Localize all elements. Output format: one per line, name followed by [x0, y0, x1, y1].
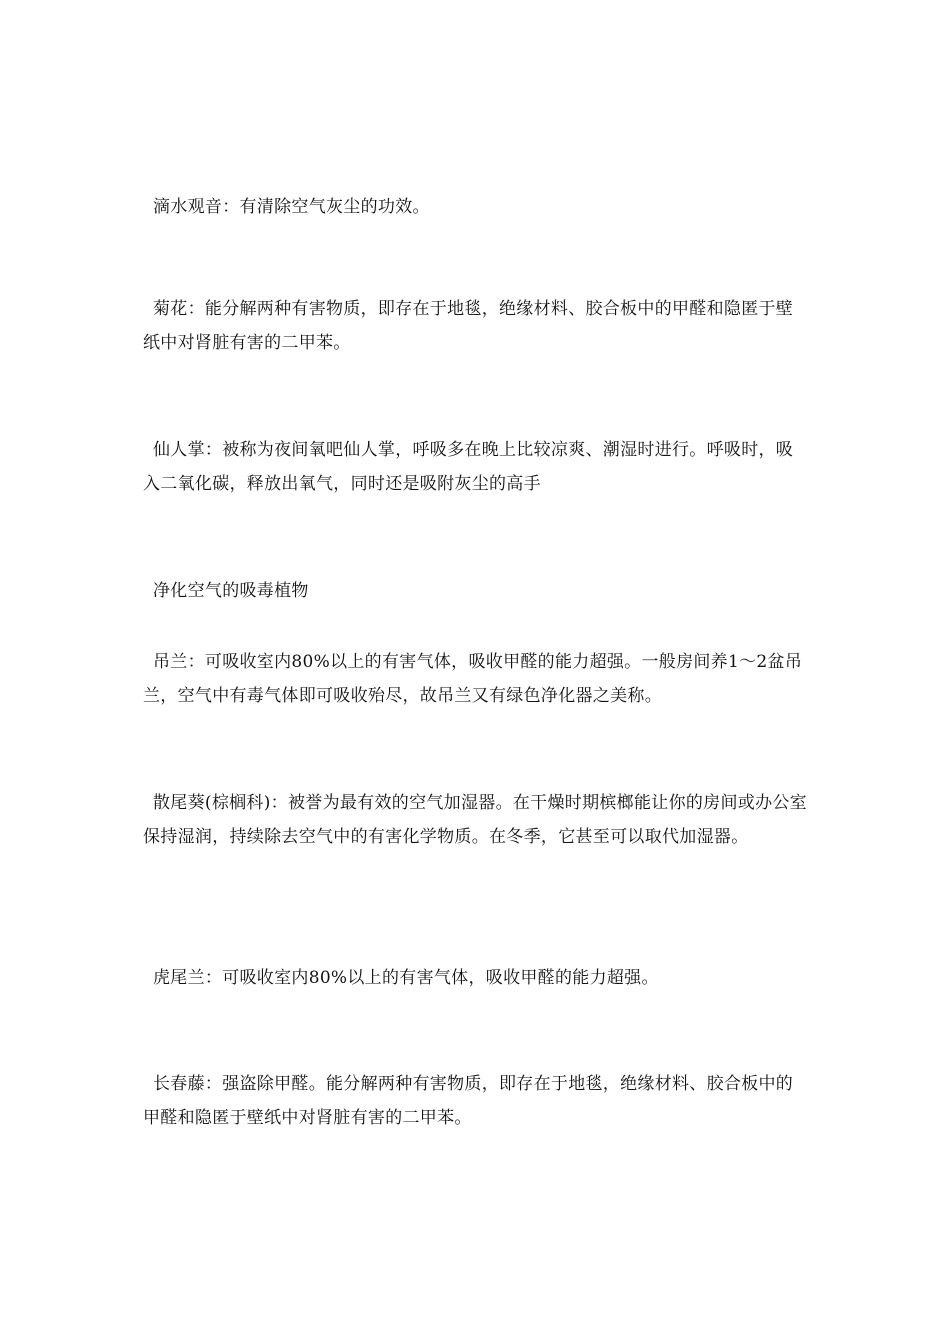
paragraph-huweilan: 虎尾兰：可吸收室内80%以上的有害气体，吸收甲醛的能力超强。 [153, 968, 659, 988]
paragraph-xianrenzhang: 仙人掌：被称为夜间氧吧仙人掌，呼吸多在晚上比较凉爽、潮湿时进行。呼吸时，吸入二氧化碳，释放出氧气，同时还是吸附灰尘的高手 [143, 440, 794, 494]
paragraph-dishui-guanyin: 滴水观音：有清除空气灰尘的功效。 [153, 197, 430, 217]
paragraph-diaolan: 吊兰：可吸收室内80%以上的有害气体，吸收甲醛的能力超强。一般房间养1～2盆吊兰，空气中有毒气体即可吸收殆尽，故吊兰又有绿色净化器之美称。 [143, 652, 803, 706]
paragraph-sanweikui: 散尾葵(棕榈科)：被誉为最有效的空气加湿器。在干燥时期槟榔能让你的房间或办公室保持湿润，持续除去空气中的有害化学物质。在冬季，它甚至可以取代加湿器。 [143, 793, 807, 847]
section-heading: 净化空气的吸毒植物 [153, 581, 309, 601]
paragraph-changchunteng: 长春藤：强盗除甲醛。能分解两种有害物质，即存在于地毯，绝缘材料、胶合板中的甲醛和隐匿于壁纸中对肾脏有害的二甲苯。 [143, 1074, 794, 1128]
paragraph-juhua: 菊花：能分解两种有害物质，即存在于地毯，绝缘材料、胶合板中的甲醛和隐匿于壁纸中对肾脏有害的二甲苯。 [143, 299, 794, 353]
